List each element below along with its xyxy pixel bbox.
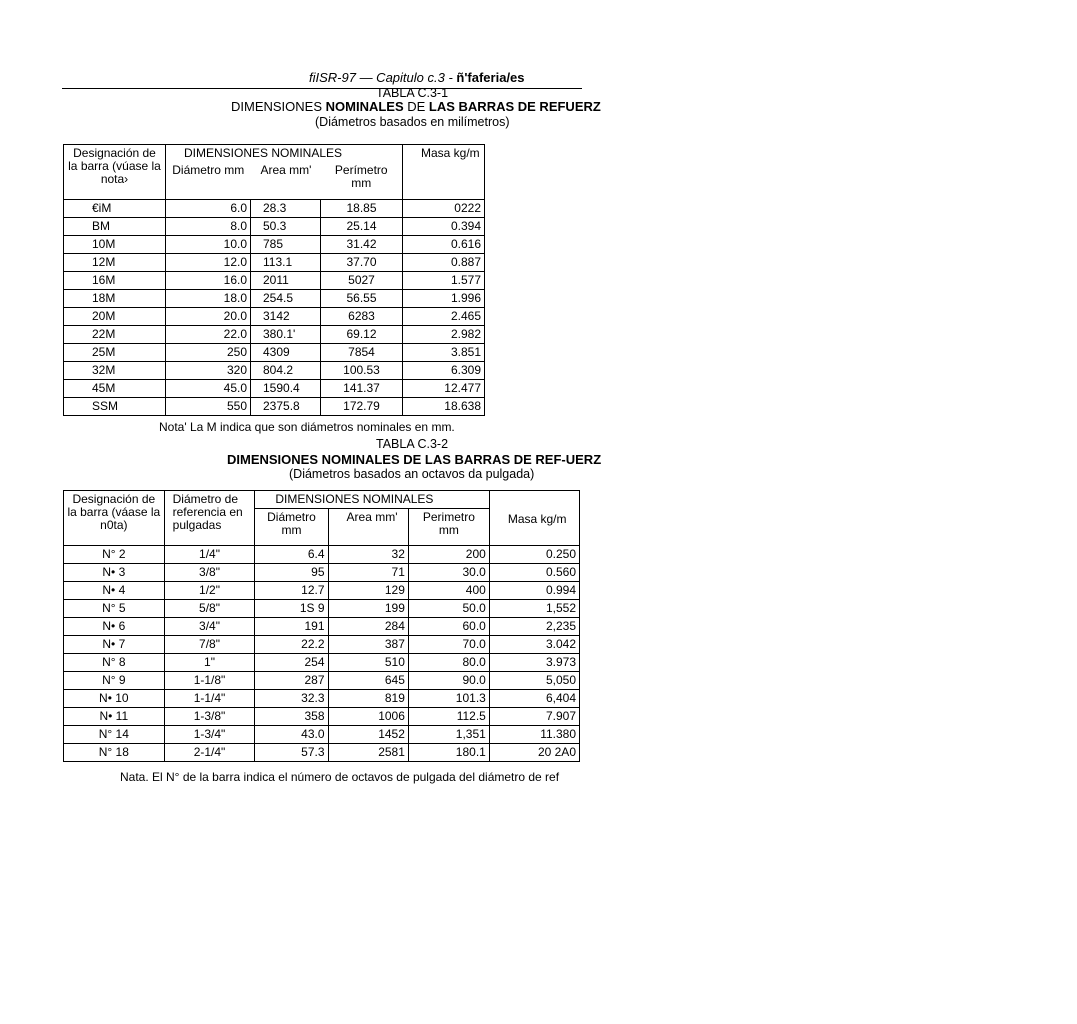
table2-cell: N• 11	[64, 708, 165, 726]
table1-cell: SSM	[64, 398, 166, 416]
table1-cell: 12.477	[403, 380, 485, 398]
table1-cell: 28.3	[251, 200, 321, 218]
running-head	[309, 70, 1077, 85]
table1-cell: 32M	[64, 362, 166, 380]
table1-cell: 18.0	[166, 290, 251, 308]
table1-cell: 100.53	[321, 362, 403, 380]
table2-row	[64, 690, 580, 708]
table1-cell: 172.79	[321, 398, 403, 416]
table2-col-perim: Perimetro mm	[408, 508, 489, 545]
table2-cell: 30.0	[408, 564, 489, 582]
table2	[63, 490, 580, 762]
table2-row	[64, 744, 580, 762]
table2-cell: 2-1/4"	[164, 744, 255, 762]
table2-row	[64, 726, 580, 744]
table1-cell: 37.70	[321, 254, 403, 272]
table1-note: Nota' La M indica que son diámetros nominales en mm.	[159, 420, 455, 434]
table2-cell: 7.907	[489, 708, 579, 726]
table1-cell: 2.465	[403, 308, 485, 326]
table1-title-part-c: DE	[403, 99, 429, 114]
table2-cell: 0.560	[489, 564, 579, 582]
table2-cell: 3/8"	[164, 564, 255, 582]
table1-cell: 380.1'	[251, 326, 321, 344]
table1-cell: 7854	[321, 344, 403, 362]
table2-cell: 3/4"	[164, 618, 255, 636]
table2-row	[64, 654, 580, 672]
table2-cell: 1-3/8"	[164, 708, 255, 726]
table2-caption: TABLA C.3-2	[376, 437, 449, 451]
table1-row	[64, 290, 485, 308]
table2-cell: 1S 9	[255, 600, 328, 618]
table1-cell: 6.0	[166, 200, 251, 218]
table2-cell: 400	[408, 582, 489, 600]
table2-row	[64, 546, 580, 564]
table2-cell: 1-3/4"	[164, 726, 255, 744]
table2-cell: 1"	[164, 654, 255, 672]
table1-row	[64, 254, 485, 272]
table1-title-part-b: NOMINALES	[325, 99, 404, 114]
table2-row	[64, 708, 580, 726]
table2-row	[64, 672, 580, 690]
table2-cell: 287	[255, 672, 328, 690]
table2-cell: 1/2"	[164, 582, 255, 600]
table1-row	[64, 272, 485, 290]
table2-cell: N° 14	[64, 726, 165, 744]
table2-cell: 6,404	[489, 690, 579, 708]
table2-row	[64, 636, 580, 654]
table2-cell: 22.2	[255, 636, 328, 654]
table2-cell: 0.994	[489, 582, 579, 600]
table1-cell: 250	[166, 344, 251, 362]
table1-cell: 1.577	[403, 272, 485, 290]
table1-cell: 4309	[251, 344, 321, 362]
table1-caption: TABLA C.3-1	[376, 86, 449, 100]
table1-cell: 18.638	[403, 398, 485, 416]
table2-cell: 3.042	[489, 636, 579, 654]
table1-cell: BM	[64, 218, 166, 236]
table2-cell: N• 7	[64, 636, 165, 654]
table2-cell: 3.973	[489, 654, 579, 672]
table1-cell: 50.3	[251, 218, 321, 236]
table2-cell: 199	[328, 600, 408, 618]
table1-cell: 113.1	[251, 254, 321, 272]
table2-cell: 57.3	[255, 744, 328, 762]
table1-row	[64, 380, 485, 398]
running-head-chapter: fiISR-97 — Capitulo c.3 -	[309, 70, 457, 85]
table2-cell: 112.5	[408, 708, 489, 726]
table2-cell: 645	[328, 672, 408, 690]
table1-body	[64, 200, 485, 416]
table2-cell: 6.4	[255, 546, 328, 564]
table1-cell: 6.309	[403, 362, 485, 380]
table1-cell: 0.887	[403, 254, 485, 272]
table2-cell: 200	[408, 546, 489, 564]
table1-cell: 0.394	[403, 218, 485, 236]
table2-cell: 7/8"	[164, 636, 255, 654]
table1-cell: 31.42	[321, 236, 403, 254]
table1-cell: 0222	[403, 200, 485, 218]
table1-cell: 254.5	[251, 290, 321, 308]
table2-cell: 284	[328, 618, 408, 636]
table1-cell: 20M	[64, 308, 166, 326]
table2-cell: 11.380	[489, 726, 579, 744]
table1-cell: 45M	[64, 380, 166, 398]
table2-cell: 12.7	[255, 582, 328, 600]
table1-cell: 0.616	[403, 236, 485, 254]
table2-cell: 1-1/4"	[164, 690, 255, 708]
table2-cell: 5,050	[489, 672, 579, 690]
table2-cell: 2581	[328, 744, 408, 762]
table2-cell: 2,235	[489, 618, 579, 636]
table2-col-diam: Diámetro mm	[255, 508, 328, 545]
table2-cell: N° 8	[64, 654, 165, 672]
table1-cell: 10M	[64, 236, 166, 254]
table2-subtitle: (Diámetros basados an octavos da pulgada)	[289, 467, 535, 481]
table2-col-mass: Masa kg/m	[489, 491, 579, 546]
table1-cell: 1590.4	[251, 380, 321, 398]
table1-cell: 12.0	[166, 254, 251, 272]
table1-cell: 5027	[321, 272, 403, 290]
table2-cell: N• 6	[64, 618, 165, 636]
table1-cell: 25.14	[321, 218, 403, 236]
table2-cell: N• 10	[64, 690, 165, 708]
table2-header-row	[64, 491, 580, 509]
table2-cell: 1/4"	[164, 546, 255, 564]
table2-cell: 1,552	[489, 600, 579, 618]
table1-cell: 3142	[251, 308, 321, 326]
table1-col-area: Area mm'	[260, 163, 312, 178]
table2-cell: N° 2	[64, 546, 165, 564]
table1-cell: €iM	[64, 200, 166, 218]
table1-row	[64, 398, 485, 416]
table1-row	[64, 200, 485, 218]
table1-title-part-d: LAS BARRAS DE REFUERZ	[428, 99, 601, 114]
table2-body	[64, 546, 580, 762]
table1-col-perim: Perímetro mm	[321, 162, 403, 199]
table1-cell: 45.0	[166, 380, 251, 398]
table2-cell: 5/8"	[164, 600, 255, 618]
table2-cell: N° 18	[64, 744, 165, 762]
table2-cell: 101.3	[408, 690, 489, 708]
table1-cell: 550	[166, 398, 251, 416]
table1-cell: 20.0	[166, 308, 251, 326]
table1-title-part-a: DIMENSIONES	[231, 99, 326, 114]
table1	[63, 144, 485, 416]
table1-col-diam: Diámetro mm	[166, 162, 251, 199]
table1-col-group: DIMENSIONES NOMINALES	[166, 145, 403, 163]
table2-cell: 70.0	[408, 636, 489, 654]
table2-cell: N• 4	[64, 582, 165, 600]
table2-cell: 387	[328, 636, 408, 654]
table2-col-group: DIMENSIONES NOMINALES	[255, 491, 489, 509]
table2-cell: 1452	[328, 726, 408, 744]
table1-row	[64, 236, 485, 254]
table1-cell: 18M	[64, 290, 166, 308]
table2-cell: 71	[328, 564, 408, 582]
table1-col-mass: Masa kg/m	[403, 145, 485, 200]
table2-cell: 32	[328, 546, 408, 564]
table1-cell: 56.55	[321, 290, 403, 308]
table2-cell: N° 9	[64, 672, 165, 690]
table1-cell: 1.996	[403, 290, 485, 308]
running-head-section: ñ'faferia/es	[456, 70, 525, 85]
table1-cell: 3.851	[403, 344, 485, 362]
table1-cell: 785	[251, 236, 321, 254]
table1-title	[231, 99, 601, 114]
table1-cell: 2.982	[403, 326, 485, 344]
table1-cell: 2375.8	[251, 398, 321, 416]
table2-title: DIMENSIONES NOMINALES DE LAS BARRAS DE REF-UERZ	[227, 452, 602, 467]
table1-cell: 18.85	[321, 200, 403, 218]
table2-cell: 0.250	[489, 546, 579, 564]
table2-cell: 254	[255, 654, 328, 672]
table2-cell: 819	[328, 690, 408, 708]
table1-cell: 320	[166, 362, 251, 380]
table1-row	[64, 326, 485, 344]
table1-cell: 16.0	[166, 272, 251, 290]
table1-cell: 8.0	[166, 218, 251, 236]
table2-row	[64, 600, 580, 618]
table2-row	[64, 618, 580, 636]
table1-cell: 69.12	[321, 326, 403, 344]
table2-cell: 32.3	[255, 690, 328, 708]
table2-cell: 1-1/8"	[164, 672, 255, 690]
table2-row	[64, 564, 580, 582]
table2-cell: 43.0	[255, 726, 328, 744]
table2-cell: 129	[328, 582, 408, 600]
table2-row	[64, 582, 580, 600]
table2-cell: 180.1	[408, 744, 489, 762]
table2-cell: 191	[255, 618, 328, 636]
table1-cell: 2011	[251, 272, 321, 290]
table2-cell: N° 5	[64, 600, 165, 618]
table2-cell: 510	[328, 654, 408, 672]
table2-col-ref: Diámetro de referencia en pulgadas	[164, 491, 255, 546]
table2-cell: 60.0	[408, 618, 489, 636]
table2-cell: 1,351	[408, 726, 489, 744]
table1-row	[64, 344, 485, 362]
table2-cell: 95	[255, 564, 328, 582]
table2-cell: 80.0	[408, 654, 489, 672]
table1-cell: 12M	[64, 254, 166, 272]
table2-cell: 20 2A0	[489, 744, 579, 762]
table2-cell: 90.0	[408, 672, 489, 690]
table1-row	[64, 362, 485, 380]
table1-cell: 22.0	[166, 326, 251, 344]
table1-cell: 6283	[321, 308, 403, 326]
table1-header-row	[64, 145, 485, 163]
table1-cell: 10.0	[166, 236, 251, 254]
table1-cell: 804.2	[251, 362, 321, 380]
table1-row	[64, 218, 485, 236]
table2-cell: 358	[255, 708, 328, 726]
header-rule	[62, 88, 582, 89]
table1-col-designation: Designación de la barra (vúase la nota›	[64, 145, 166, 200]
table2-col-designation: Designación de la barra (váase la n0ta)	[64, 491, 165, 546]
table1-cell: 22M	[64, 326, 166, 344]
table2-col-area: Area mm'	[328, 508, 408, 545]
table1-subtitle: (Diámetros basados en milímetros)	[315, 115, 510, 129]
table2-note: Nata. El N° de la barra indica el número de octavos de pulgada del diámetro de ref	[120, 770, 560, 784]
table2-cell: 1006	[328, 708, 408, 726]
table1-cell: 25M	[64, 344, 166, 362]
table1-cell: 16M	[64, 272, 166, 290]
table2-cell: N• 3	[64, 564, 165, 582]
table2-cell: 50.0	[408, 600, 489, 618]
table1-cell: 141.37	[321, 380, 403, 398]
table1-row	[64, 308, 485, 326]
